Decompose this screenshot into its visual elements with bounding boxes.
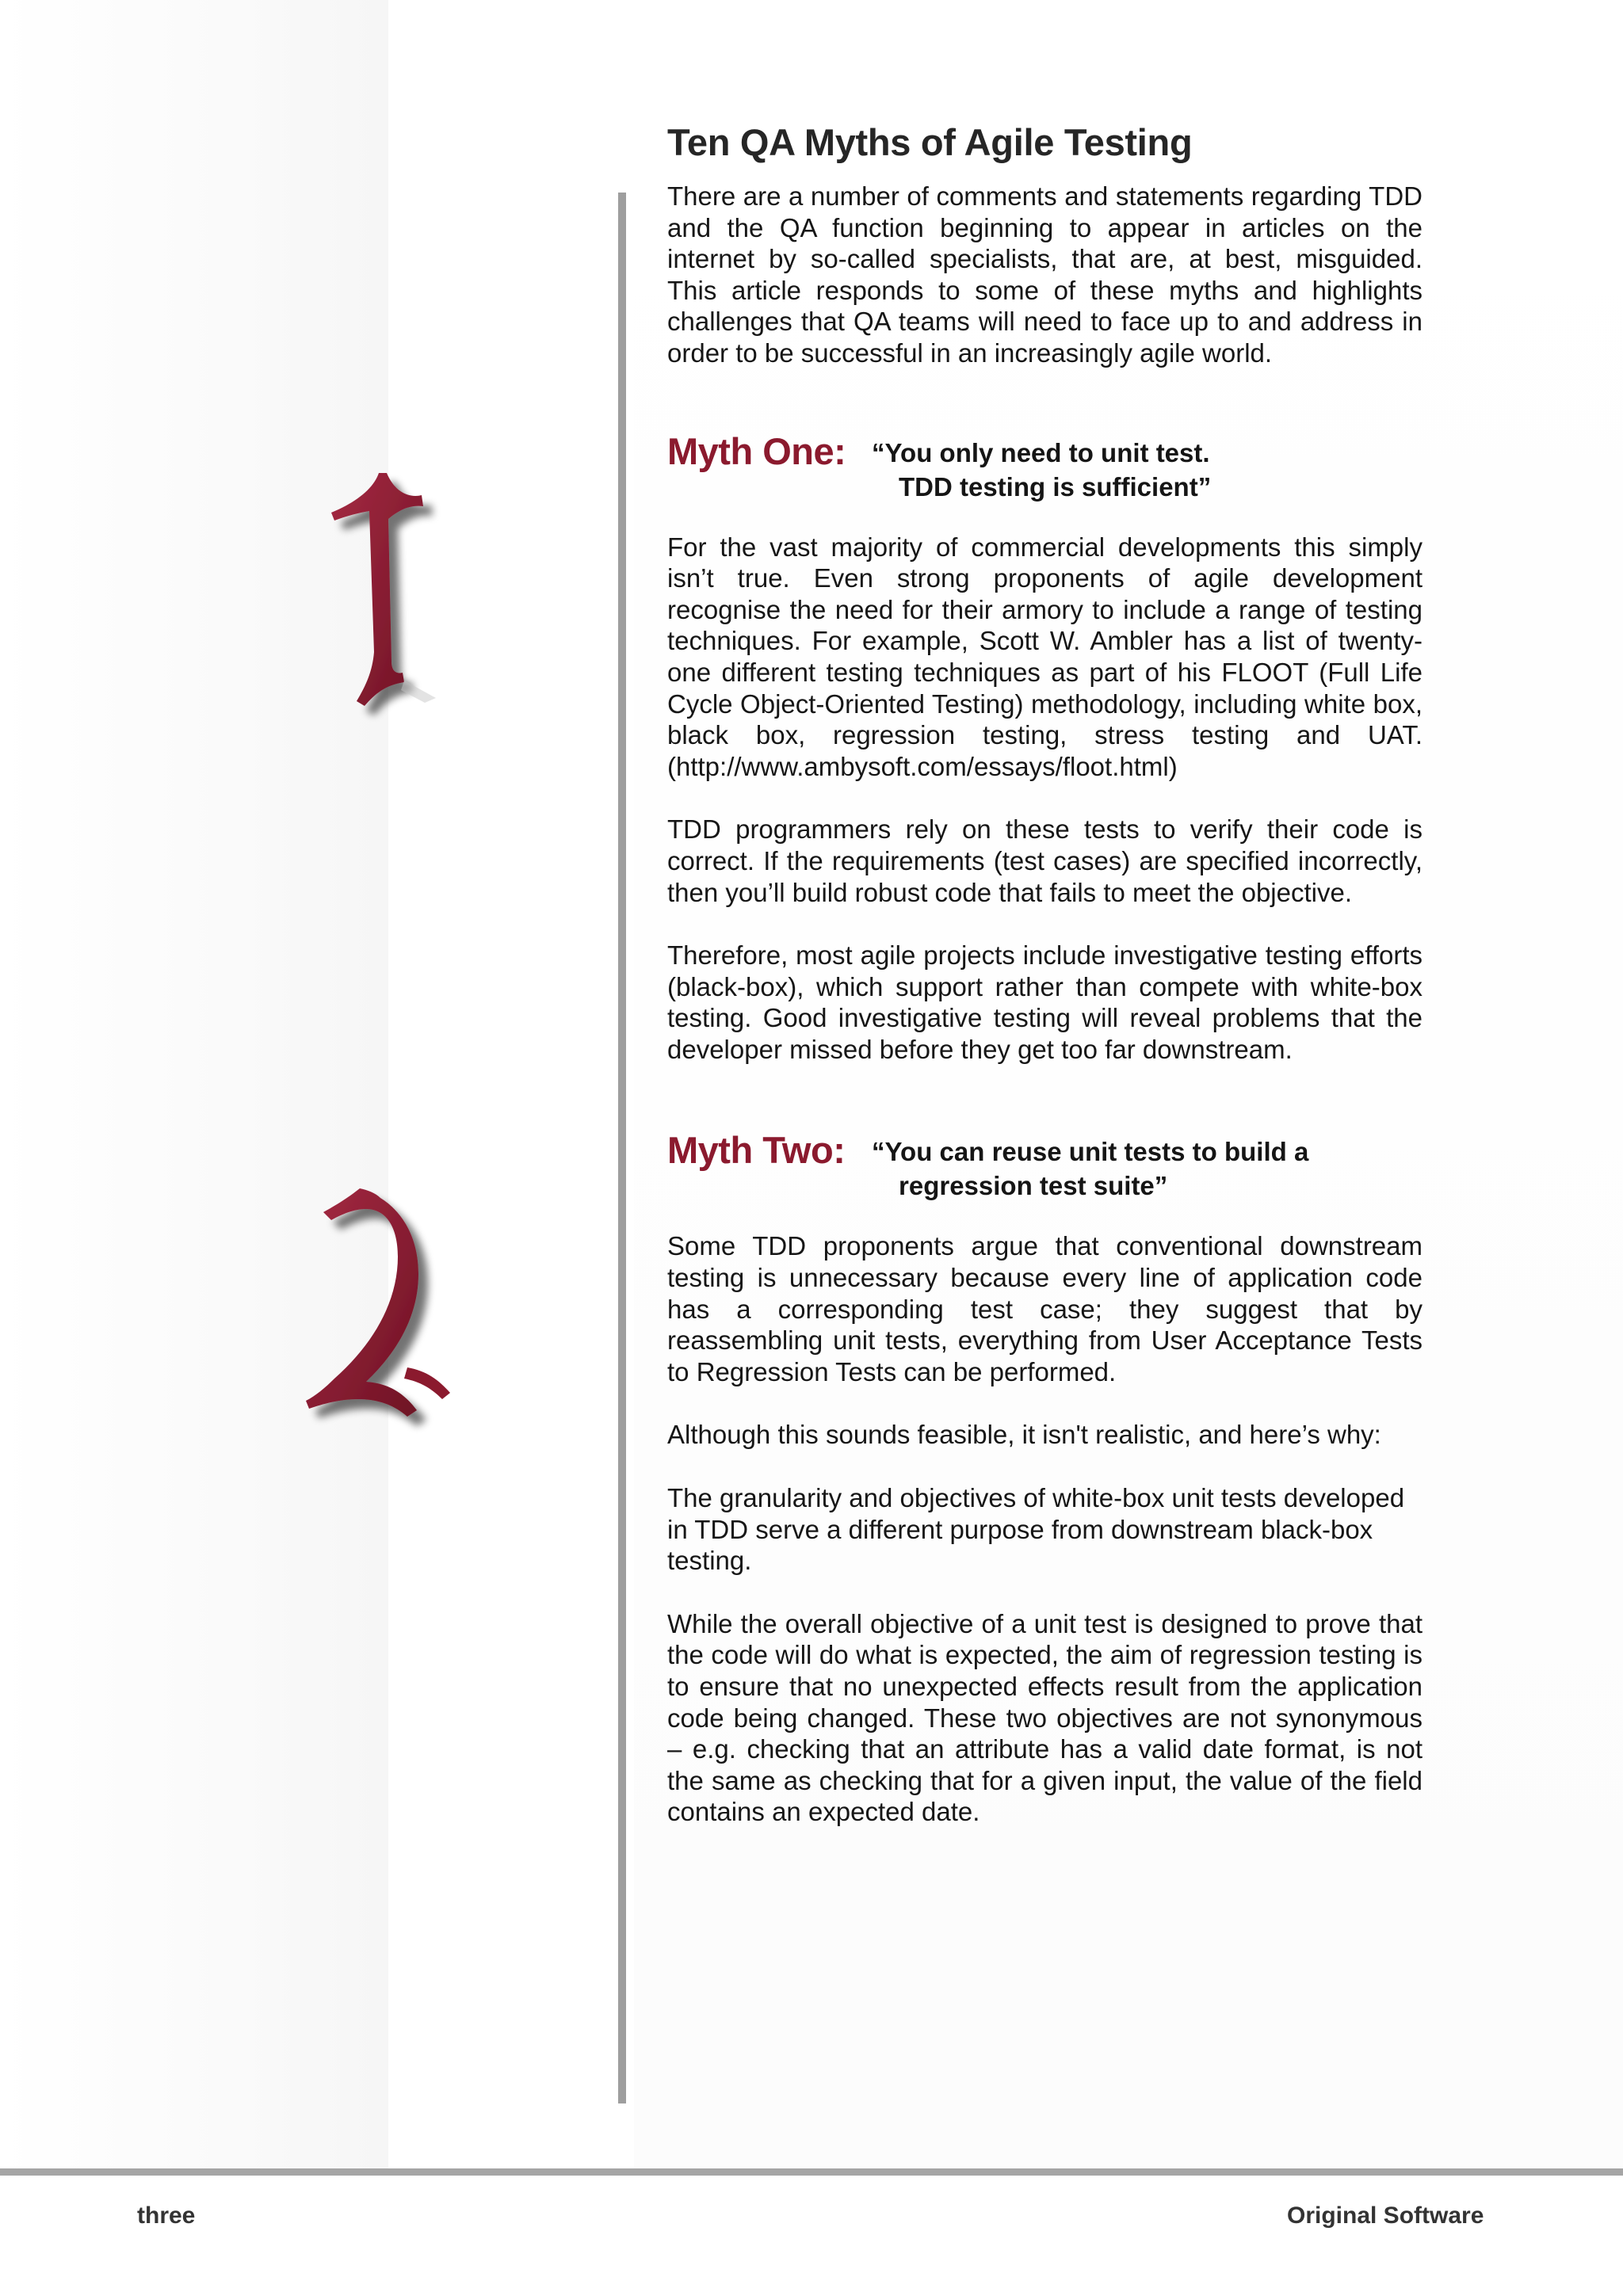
- myth-one-quote-line2: TDD testing is sufficient”: [899, 471, 1212, 502]
- numeral-two-graphic: [300, 1180, 466, 1434]
- myth-one-paragraph-1: For the vast majority of commercial developments this simply isn’t true. Even strong proponents of agile development recognise the need for their armory to include a range of testing techniques. For example, Scott W. Ambler has a list of twenty-one different testing techniques as part of his FLOOT (Full Life Cycle Object-Oriented Testing) methodology, including white box, black box, regression testing, stress testing and UAT. (http://www.ambysoft.com/essays/floot.html): [667, 532, 1423, 781]
- vertical-rule: [618, 193, 626, 2103]
- myth-two-quote-line1: “You can reuse unit tests to build a: [872, 1137, 1309, 1167]
- myth-two-heading: [667, 1129, 1423, 1201]
- myth-two-paragraph-3: The granularity and objectives of white-box unit tests developed in TDD serve a different purpose from downstream black-box testing.: [667, 1483, 1405, 1576]
- myth-two-paragraph-1: Some TDD proponents argue that conventional downstream testing is unnecessary because every line of application code has a corresponding test case; they suggest that by reassembling unit tests, everything from User Acceptance Tests to Regression Tests can be performed.: [667, 1231, 1423, 1386]
- myth-one-paragraph-3: Therefore, most agile projects include investigative testing efforts (black-box), which support rather than compete with white-box testing. Good investigative testing will reveal problems that the developer missed before they get too far downstream.: [667, 940, 1423, 1064]
- left-margin-panel: [0, 0, 388, 2171]
- myth-two-paragraph-2: Although this sounds feasible, it isn't realistic, and here’s why:: [667, 1420, 1381, 1450]
- page-title: Ten QA Myths of Agile Testing: [667, 121, 1193, 163]
- article: [667, 119, 1423, 1828]
- myth-two-label: Myth Two:: [667, 1129, 846, 1172]
- myth-two-paragraph-4: While the overall objective of a unit test is designed to prove that the code will do what is expected, the aim of regression testing is to ensure that no unexpected effects result from the application code being changed. These two objectives are not synonymous – e.g. checking that an attribute has a valid date format, is not the same as checking that for a given input, the value of the field contains an expected date.: [667, 1608, 1423, 1827]
- intro-paragraph: There are a number of comments and statements regarding TDD and the QA function beginning to appear in articles on the internet by so-called specialists, that are, at best, misguided. This article responds to some of these myths and highlights challenges that QA teams will need to face up to and address in order to be successful in an increasingly agile world.: [667, 181, 1423, 368]
- footer-rule: [0, 2168, 1623, 2176]
- myth-one-label: Myth One:: [667, 429, 846, 472]
- footer-page-label: three: [137, 2203, 196, 2229]
- myth-one-paragraph-2: TDD programmers rely on these tests to verify their code is correct. If the requirements (test cases) are specified incorrectly, then you’ll build robust code that fails to meet the objective.: [667, 814, 1423, 907]
- myth-one-heading: [667, 429, 1423, 502]
- footer-company: Original Software: [1287, 2203, 1484, 2229]
- numeral-one-graphic: [317, 463, 452, 725]
- myth-one-quote: [872, 436, 1211, 504]
- myth-two-quote-line2: regression test suite”: [899, 1171, 1168, 1201]
- myth-two-quote: [872, 1135, 1308, 1203]
- myth-one-quote-line1: “You only need to unit test.: [872, 437, 1210, 467]
